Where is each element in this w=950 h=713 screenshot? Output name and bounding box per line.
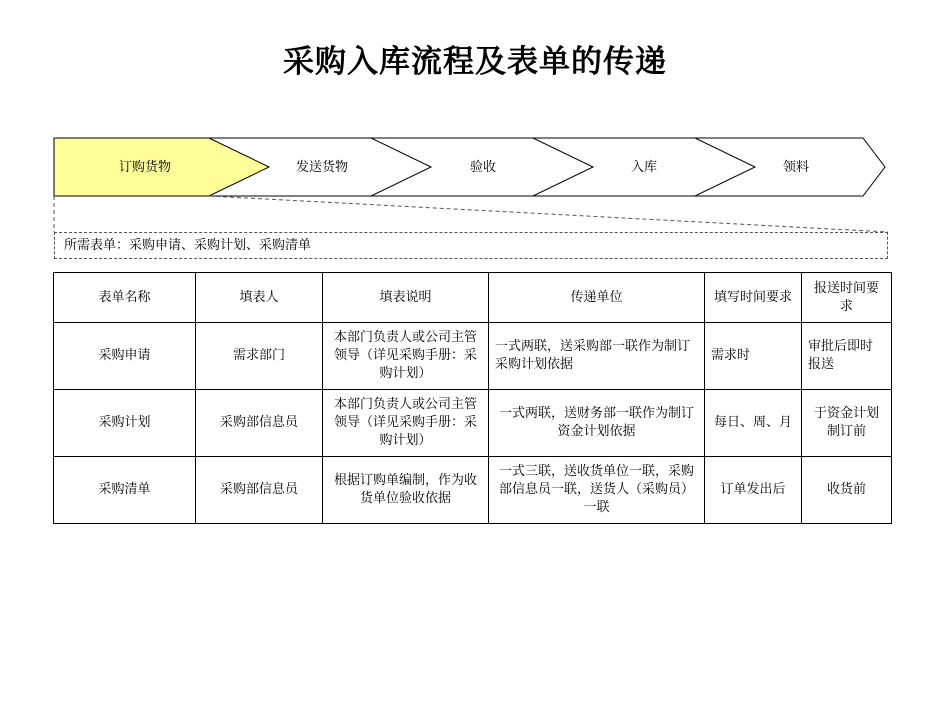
page-title: 采购入库流程及表单的传递 [283, 44, 667, 80]
header-fill-time: 填写时间要求 [705, 273, 802, 323]
table-row [54, 390, 892, 457]
cell-submit-time: 收货前 [802, 457, 892, 524]
cell-fill-time: 每日、周、月 [705, 390, 802, 457]
flow-step-4-label: 入库 [630, 160, 657, 175]
forms-table [53, 272, 892, 524]
cell-filler: 采购部信息员 [196, 457, 323, 524]
table-row [54, 457, 892, 524]
header-instructions: 填表说明 [323, 273, 489, 323]
header-form-name: 表单名称 [54, 273, 196, 323]
process-flow [0, 0, 950, 240]
cell-form-name: 采购申请 [54, 323, 196, 390]
header-recipient: 传递单位 [489, 273, 705, 323]
cell-fill-time: 订单发出后 [705, 457, 802, 524]
cell-recipient: 一式三联，送收货单位一联，采购部信息员一联，送货人（采购员）一联 [489, 457, 705, 524]
cell-filler: 采购部信息员 [196, 390, 323, 457]
callout-line-right [209, 196, 888, 232]
table-row [54, 323, 892, 390]
cell-submit-time: 审批后即时报送 [802, 323, 892, 390]
header-submit-time: 报送时间要求 [802, 273, 892, 323]
cell-recipient: 一式两联，送财务部一联作为制订资金计划依据 [489, 390, 705, 457]
cell-filler: 需求部门 [196, 323, 323, 390]
cell-submit-time: 于资金计划制订前 [802, 390, 892, 457]
required-forms-note: 所需表单：采购申请、采购计划、采购清单 [54, 232, 888, 259]
cell-form-name: 采购清单 [54, 457, 196, 524]
flow-step-1-label: 订购货物 [118, 160, 171, 175]
cell-instructions: 根据订购单编制，作为收货单位验收依据 [323, 457, 489, 524]
cell-form-name: 采购计划 [54, 390, 196, 457]
cell-recipient: 一式两联，送采购部一联作为制订采购计划依据 [489, 323, 705, 390]
cell-fill-time: 需求时 [705, 323, 802, 390]
flow-step-3-label: 验收 [469, 160, 496, 175]
cell-instructions: 本部门负责人或公司主管领导（详见采购手册：采购计划） [323, 323, 489, 390]
cell-instructions: 本部门负责人或公司主管领导（详见采购手册：采购计划） [323, 390, 489, 457]
flow-step-5-label: 领料 [782, 160, 809, 175]
table-header-row [54, 273, 892, 323]
header-filler: 填表人 [196, 273, 323, 323]
flow-step-2-label: 发送货物 [295, 160, 348, 175]
